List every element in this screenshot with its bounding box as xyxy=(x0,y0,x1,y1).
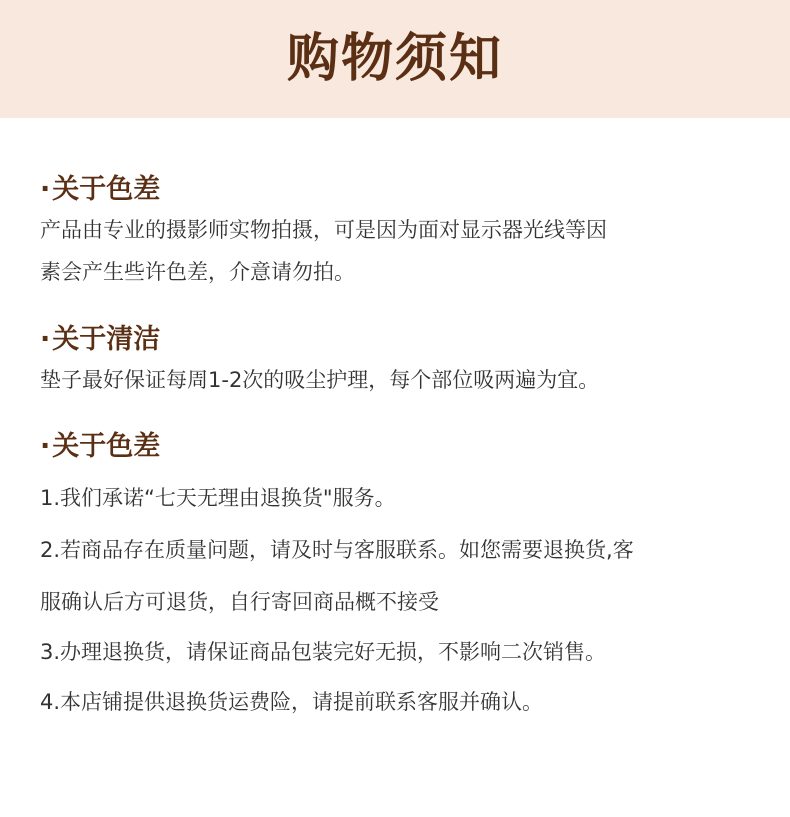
bullet-dot: · xyxy=(40,431,51,462)
paragraph-line: 垫子最好保证每周1-2次的吸尘护理，每个部位吸两遍为宜。 xyxy=(40,368,600,392)
section-heading-returns xyxy=(40,433,160,460)
section-heading-text: 关于清洁 xyxy=(52,324,161,355)
title-banner xyxy=(0,0,790,118)
page-title: 购物须知 xyxy=(286,29,503,89)
list-item: 3.办理退换货，请保证商品包装完好无损，不影响二次销售。 xyxy=(40,640,607,664)
bullet-dot: · xyxy=(40,324,51,355)
section-heading-cleaning xyxy=(40,326,160,353)
bullet-dot: · xyxy=(40,174,51,205)
list-item-continuation: 服确认后方可退货，自行寄回商品概不接受 xyxy=(40,590,439,614)
list-item: 2.若商品存在质量问题，请及时与客服联系。如您需要退换货,客 xyxy=(40,538,634,562)
section-heading-text: 关于色差 xyxy=(52,431,161,462)
list-item: 4.本店铺提供退换货运费险，请提前联系客服并确认。 xyxy=(40,690,544,714)
paragraph-line: 素会产生些许色差，介意请勿拍。 xyxy=(40,260,355,284)
section-heading-color-difference xyxy=(40,176,160,203)
paragraph-line: 产品由专业的摄影师实物拍摄，可是因为面对显示器光线等因 xyxy=(40,218,607,242)
list-item: 1.我们承诺“七天无理由退换货"服务。 xyxy=(40,486,396,510)
section-heading-text: 关于色差 xyxy=(52,174,161,205)
